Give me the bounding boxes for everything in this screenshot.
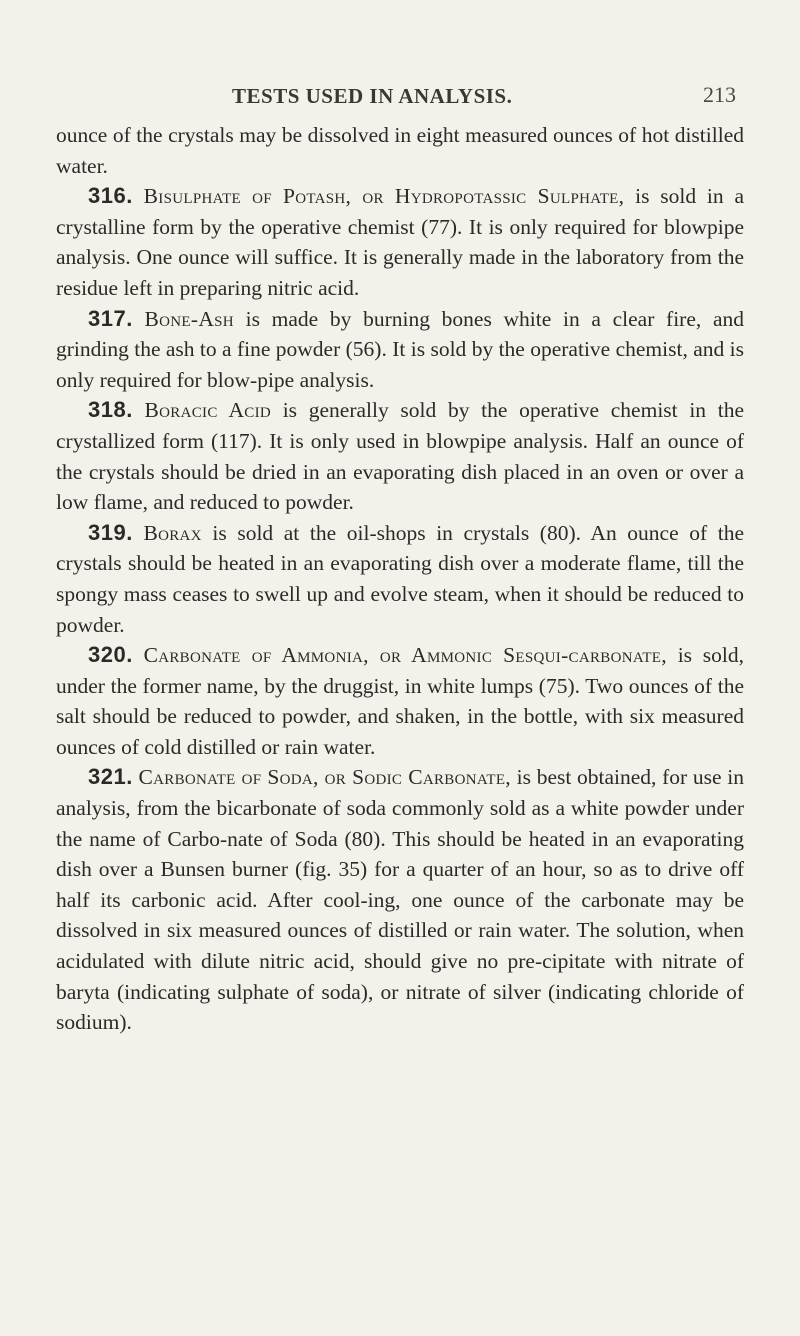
section-title: Carbonate of Soda, or Sodic Carbonate, <box>138 765 511 790</box>
paragraph-body: is sold in a crystalline form by the operative chemist (77). It is only required for blowpipe analysis. One ounce will suffice. It is generally made in the laboratory from the residue left in preparing nitric acid. <box>56 184 744 300</box>
section-title: Bisulphate of Potash, or Hydropotassic Sulphate, <box>143 184 625 209</box>
paragraph-body: is made by burning bones white in a clear fire, and grinding the ash to a fine powder (56). It is sold by the operative chemist, and is only required for blow-pipe analysis. <box>56 306 744 392</box>
paragraph-continued <box>56 120 744 181</box>
paragraph-body: is best obtained, for use in analysis, from the bicarbonate of soda commonly sold as a white powder under the name of Carbo-nate of Soda (80). This should be heated in an evaporating dish over a Bunsen burner (fig. 35) for a quarter of an hour, so as to drive off half its carbonic acid. After cool-ing, one ounce of the carbonate may be dissolved in six measured ounces of distilled or rain water. The solution, when acidulated with dilute nitric acid, should give no pre-cipitate with nitrate of baryta (indicating sulphate of soda), or nitrate of silver (indicating chloride of sodium). <box>56 765 744 1035</box>
paragraph-body: is sold at the oil-shops in crystals (80). An ounce of the crystals should be heated in an evaporating dish over a moderate flame, till the spongy mass ceases to swell up and evolve steam, when it should be reduced to powder. <box>56 520 745 637</box>
section-title: Borax <box>143 520 202 545</box>
paragraph-321 <box>56 762 744 1037</box>
section-number: 320. <box>88 642 133 668</box>
section-title: Bone-Ash <box>144 306 234 331</box>
section-number: 318. <box>88 397 133 423</box>
page-header <box>0 84 800 114</box>
paragraph-317 <box>56 304 744 396</box>
section-number: 319. <box>88 519 133 545</box>
paragraph-body: is sold, under the former name, by the druggist, in white lumps (75). Two ounces of the salt should be reduced to powder, and shaken, in the bottle, with six measured ounces of cold distilled or rain water. <box>56 643 744 759</box>
paragraph-316 <box>56 181 744 303</box>
paragraph-body: is generally sold by the operative chemist in the crystallized form (117). It is only used in blowpipe analysis. Half an ounce of the crystals should be dried in an evaporating dish placed in an oven or over a low flame, and reduced to powder. <box>56 398 745 515</box>
section-number: 317. <box>88 305 133 331</box>
paragraph-318 <box>56 395 744 517</box>
paragraph-320 <box>56 640 744 762</box>
section-title: Carbonate of Ammonia, or Ammonic Sesqui-carbonate, <box>143 643 667 668</box>
section-title: Boracic Acid <box>144 398 272 423</box>
section-number: 316. <box>88 183 133 209</box>
section-number: 321. <box>88 764 133 790</box>
running-head: TESTS USED IN ANALYSIS. <box>232 84 513 108</box>
body-text <box>56 120 744 1038</box>
paragraph-319 <box>56 518 744 640</box>
page-number: 213 <box>703 82 736 107</box>
paragraph-body: ounce of the crystals may be dissolved in eight measured ounces of hot distilled water. <box>56 123 744 178</box>
